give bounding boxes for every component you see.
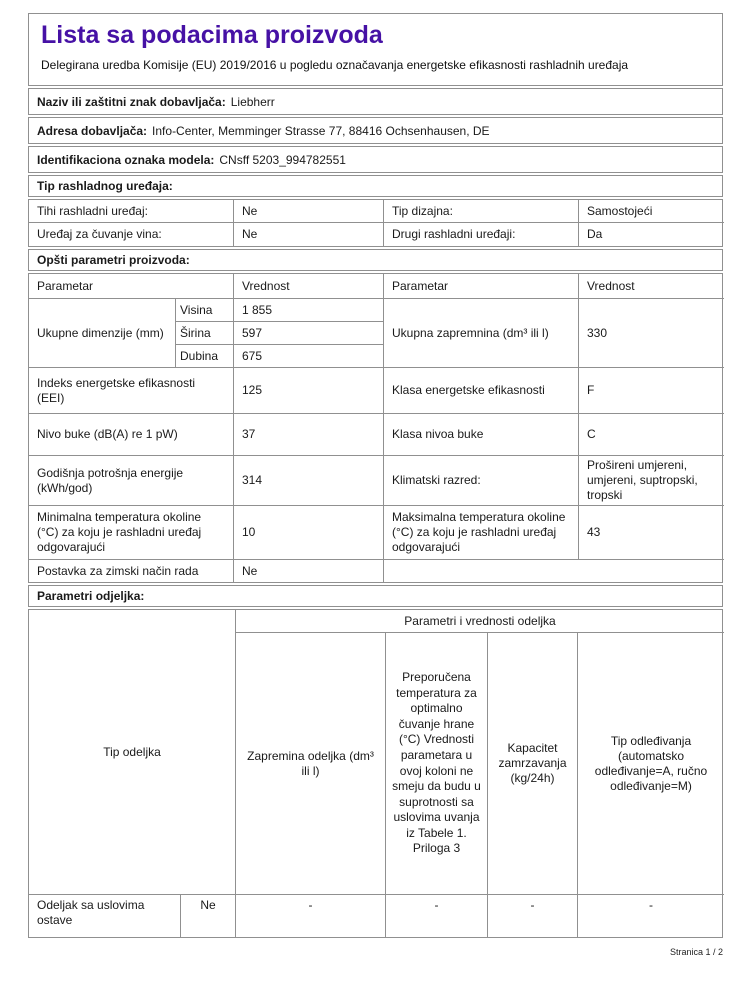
compartment-row-value: -: [649, 898, 653, 912]
supplier-address-label: Adresa dobavljača:: [37, 123, 148, 138]
empty-cell: [384, 560, 724, 582]
model-id-row: [28, 146, 723, 173]
section-type-header: Tip rashladnog uređaja:: [28, 175, 723, 197]
param-value: 314: [234, 456, 384, 506]
total-volume-value: 330: [579, 299, 724, 368]
param-value: 37: [234, 414, 384, 456]
page-number: Stranica 1 / 2: [669, 947, 723, 957]
param-value: 10: [234, 506, 384, 560]
supplier-name-value: Liebherr: [230, 94, 275, 109]
compartment-row-flag: Ne: [181, 895, 236, 937]
supplier-address-value: Info-Center, Memminger Strasse 77, 88416 Ochsenhausen, DE: [152, 123, 490, 138]
model-id-label: Identifikaciona oznaka modela:: [37, 152, 215, 167]
param-label: Godišnja potrošnja energije (kWh/god): [29, 456, 234, 506]
compartment-span-header: Parametri i vrednosti odeljka: [236, 610, 724, 633]
column-header-defrost-type: Tip odleđivanja (automatsko odleđivanje=A, ručno odleđivanje=M): [578, 633, 724, 895]
type-row-value: Ne: [234, 223, 384, 246]
compartment-row-value: -: [386, 895, 488, 937]
dimension-name: Širina: [176, 322, 234, 345]
param-value: C: [579, 414, 724, 456]
type-row-value: Samostojeći: [579, 200, 724, 223]
type-row-param: Tihi rashladni uređaj:: [29, 200, 234, 223]
column-header-volume: Zapremina odeljka (dm³ ili l): [236, 633, 386, 895]
dimension-value: 675: [234, 345, 384, 368]
param-label: Minimalna temperatura okoline (°C) za koju je rashladni uređaj odgovarajući: [29, 506, 234, 560]
type-table: [28, 199, 723, 247]
column-header: Parametar: [384, 274, 579, 299]
compartment-row-value: -: [236, 895, 386, 937]
type-row-param: Drugi rashladni uređaji:: [384, 223, 579, 246]
param-value: Prošireni umjereni, umjereni, suptropski, tropski: [579, 456, 724, 506]
page-title: Lista sa podacima proizvoda: [41, 21, 383, 49]
compartment-table: [28, 609, 723, 938]
compartment-type-header: Tip odeljka: [29, 610, 236, 895]
column-header-freezing-capacity: Kapacitet zamrzavanja (kg/24h): [488, 633, 578, 895]
type-row-value: Ne: [234, 200, 384, 223]
column-header: Vrednost: [234, 274, 384, 299]
column-header-recommended-temperature: Preporučena temperatura za optimalno čuvanje hrane (°C) Vrednosti parametara u ovoj koloni ne smeju da budu u suprotnosti sa uslovima uvanja iz Tabele 1. Priloga 3: [386, 633, 488, 895]
param-label: Nivo buke (dB(A) re 1 pW): [29, 414, 234, 456]
dimension-name: Dubina: [176, 345, 234, 368]
page-subtitle: Delegirana uredba Komisije (EU) 2019/2016 u pogledu označavanja energetske efikasnosti rashladnih uređaja: [41, 58, 629, 73]
compartment-row-value: -: [488, 895, 578, 937]
param-value: Ne: [234, 560, 384, 582]
param-label: Klasa nivoa buke: [384, 414, 579, 456]
param-value: F: [579, 368, 724, 414]
supplier-name-label: Naziv ili zaštitni znak dobavljača:: [37, 94, 226, 109]
supplier-name-row: [28, 88, 723, 115]
type-row-param: Uređaj za čuvanje vina:: [29, 223, 234, 246]
compartment-row-name: Odeljak sa uslovima ostave: [29, 895, 181, 937]
param-label: Klimatski razred:: [384, 456, 579, 506]
column-header: Vrednost: [579, 274, 724, 299]
type-row-param: Tip dizajna:: [384, 200, 579, 223]
supplier-address-row: [28, 117, 723, 144]
dimension-value: 1 855: [234, 299, 384, 322]
section-general-header: Opšti parametri proizvoda:: [28, 249, 723, 271]
section-compartment-header: Parametri odjeljka:: [28, 585, 723, 607]
param-value: 125: [234, 368, 384, 414]
general-parameters-table: [28, 273, 723, 583]
param-label: Klasa energetske efikasnosti: [384, 368, 579, 414]
param-label: Maksimalna temperatura okoline (°C) za koju je rashladni uređaj odgovarajući: [384, 506, 579, 560]
dimension-name: Visina: [176, 299, 234, 322]
param-value: 43: [579, 506, 724, 560]
document-header: [28, 13, 723, 86]
total-volume-label: Ukupna zapremnina (dm³ ili l): [384, 299, 579, 368]
dimensions-label: Ukupne dimenzije (mm): [29, 299, 176, 368]
param-label: Indeks energetske efikasnosti (EEI): [29, 368, 234, 414]
param-label: Postavka za zimski način rada: [29, 560, 234, 582]
column-header: Parametar: [29, 274, 234, 299]
type-row-value: Da: [587, 227, 603, 241]
model-id-value: CNsff 5203_994782551: [219, 152, 346, 167]
dimension-value: 597: [234, 322, 384, 345]
